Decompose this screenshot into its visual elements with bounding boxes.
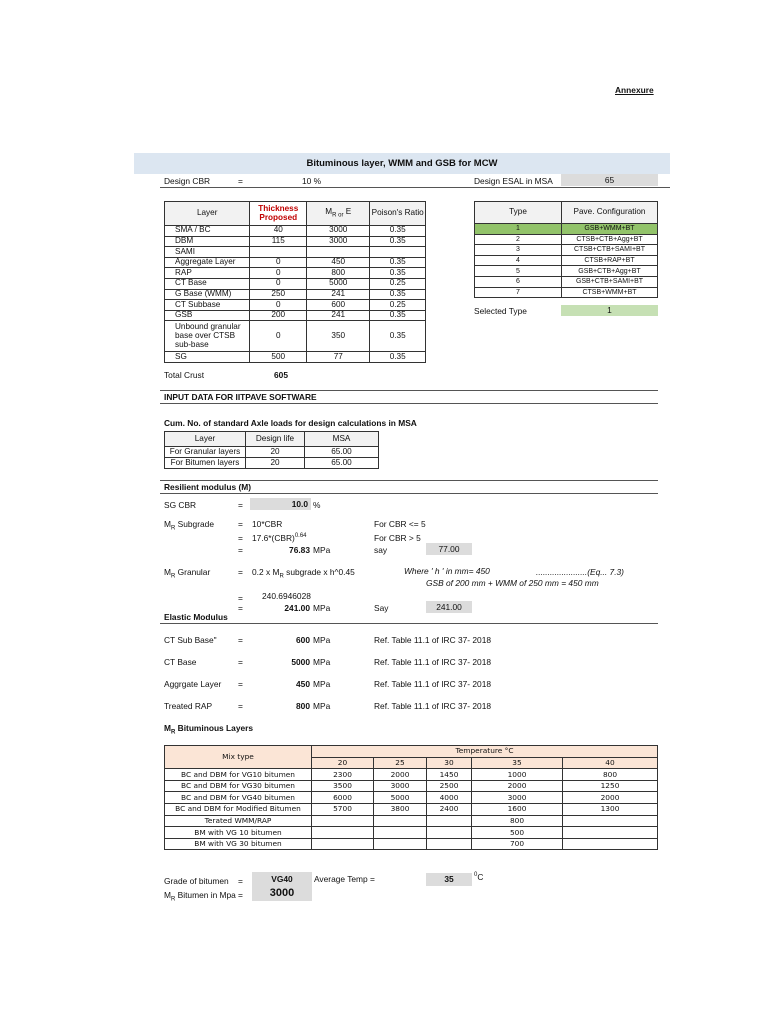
- say-value: 77.00: [426, 543, 472, 555]
- elastic-unit: MPa: [313, 679, 331, 689]
- grade-label: Grade of bitumen: [164, 876, 229, 886]
- elastic-eq: =: [238, 657, 243, 667]
- formula-cbr-high: 17.6*(CBR)$^{0.64}$: [252, 533, 307, 543]
- eq-reference: ......................(Eq... 7.3): [536, 567, 624, 577]
- table-row: 7 CTSB+WMM+BT: [475, 287, 658, 298]
- layer-header: Layer: [165, 202, 250, 226]
- table-row: CT Base 0 5000 0.25: [165, 278, 426, 289]
- table-row: BC and DBM for VG40 bitumen 6000 5000 4000 3000 2000: [165, 792, 658, 804]
- cum-heading: Cum. No. of standard Axle loads for design calculations in MSA: [164, 418, 417, 428]
- table-row: Unbound granular base over CTSB sub-base 0 350 0.35: [165, 321, 426, 352]
- total-crust-value: 605: [274, 370, 288, 380]
- iitpave-heading: INPUT DATA FOR IITPAVE SOFTWARE: [164, 392, 317, 402]
- say-label: say: [374, 545, 388, 555]
- avg-temp-value: 35: [426, 873, 472, 886]
- poisson-header: Poison's Ratio: [370, 202, 426, 226]
- elastic-label: Aggrgate Layer: [164, 679, 222, 689]
- elastic-value: 600: [296, 635, 310, 645]
- formula-cbr-high-cond: For CBR > 5: [374, 533, 421, 543]
- mr-header: $M_{R or}$ E: [307, 202, 370, 226]
- gran-eq: =: [238, 567, 243, 577]
- elastic-value: 450: [296, 679, 310, 689]
- avg-temp-label: Average Temp =: [314, 874, 375, 884]
- table-row: For Granular layers 20 65.00: [165, 447, 379, 458]
- f2-eq: =: [238, 533, 243, 543]
- table-row: BC and DBM for VG30 bitumen 3500 3000 2500 2000 1250: [165, 780, 658, 792]
- mr-subgrade-label: $M_R$ Subgrade: [164, 519, 214, 532]
- table-row: SG 500 77 0.35: [165, 352, 426, 363]
- mix-table: Mix type Temperature °C 20 25 30 35 40 BC and DBM for VG10 bitumen 2300 2000 1450 1000 800 BC and DBM for VG30 bitumen 3500 3000 2500 2000 1250 BC and DBM for VG40 bitumen 6000 5000 4000 3000 2000 BC and DBM for Modified Bitumen 5700 3800 2400 1600 1300 Terated WMM/RAP 800 BM with VG 10 bitumen 500 BM with VG 30 bitumen 700: [164, 745, 658, 850]
- table-row: 3 CTSB+CTB+SAMI+BT: [475, 245, 658, 256]
- f1-eq: =: [238, 519, 243, 529]
- table-row: Aggregate Layer 0 450 0.35: [165, 257, 426, 268]
- table-row: 1 GSB+WMM+BT: [475, 224, 658, 235]
- say2-value: 241.00: [426, 601, 472, 613]
- elastic-unit: MPa: [313, 701, 331, 711]
- page-title: Bituminous layer, WMM and GSB for MCW: [306, 158, 498, 169]
- iitpave-rule-top: [160, 390, 658, 391]
- elastic-label: CT Base: [164, 657, 197, 667]
- table-row: 4 CTSB+RAP+BT: [475, 255, 658, 266]
- annexure-label: Annexure: [615, 85, 654, 95]
- elastic-unit: MPa: [313, 657, 331, 667]
- mr-bitumen-eq: =: [238, 890, 243, 900]
- table-row: BC and DBM for Modified Bitumen 5700 3800 2400 1600 1300: [165, 803, 658, 815]
- table-row: BC and DBM for VG10 bitumen 2300 2000 1450 1000 800: [165, 769, 658, 781]
- elastic-value: 5000: [291, 657, 310, 667]
- gsb-note: GSB of 200 mm + WMM of 250 mm = 450 mm: [426, 578, 599, 588]
- granular-value: 241.00: [284, 603, 310, 613]
- table-row: SMA / BC 40 3000 0.35: [165, 226, 426, 237]
- granraw-eq: =: [238, 593, 243, 603]
- design-cbr-label: Design CBR: [164, 176, 211, 186]
- table-row: GSB 200 241 0.35: [165, 310, 426, 321]
- mr-subgrade-unit: MPa: [313, 545, 331, 555]
- table-row: DBM 115 3000 0.35: [165, 236, 426, 247]
- table-row: 6 GSB+CTB+SAMI+BT: [475, 276, 658, 287]
- elastic-label: CT Sub Base": [164, 635, 217, 645]
- table-row: For Bitumen layers 20 65.00: [165, 458, 379, 469]
- thickness-header: Thickness Proposed: [250, 202, 307, 226]
- where-h: Where ' h ' in mm= 450: [404, 566, 490, 576]
- resilient-heading: Resilient modulus (M): [164, 482, 252, 492]
- layer-table: [164, 201, 426, 363]
- selected-type-value: 1: [561, 305, 658, 316]
- table-row: RAP 0 800 0.35: [165, 268, 426, 279]
- msa-table: Layer Design life MSA For Granular layers 20 65.00 For Bitumen layers 20 65.00: [164, 431, 379, 469]
- config-header: Pave. Configuration: [562, 202, 658, 224]
- elastic-ref: Ref. Table 11.1 of IRC 37- 2018: [374, 657, 492, 667]
- mr-subgrade-value: 76.83: [289, 545, 310, 555]
- table-row: CT Subbase 0 600 0.25: [165, 300, 426, 311]
- table-row: SAMI: [165, 247, 426, 258]
- type-table: [474, 201, 658, 298]
- design-cbr-eq: =: [238, 176, 243, 186]
- table-row: 2 CTSB+CTB+Agg+BT: [475, 234, 658, 245]
- mr-bitumen-label: $M_R$ Bitumen in Mpa: [164, 890, 236, 903]
- sg-cbr-label: SG CBR: [164, 500, 197, 510]
- granular-unit: MPa: [313, 603, 331, 613]
- avg-temp-unit: $^0$C: [474, 872, 484, 882]
- formula-granular: 0.2 x $M_R$ subgrade x h^0.45: [252, 567, 355, 580]
- sg-cbr-value: 10.0: [250, 498, 311, 510]
- mr-bitumen-value: 3000: [252, 886, 312, 901]
- elastic-value: 800: [296, 701, 310, 711]
- type-header: Type: [475, 202, 562, 224]
- table-row: G Base (WMM) 250 241 0.35: [165, 289, 426, 300]
- selected-type-label: Selected Type: [474, 306, 527, 316]
- elastic-ref: Ref. Table 11.1 of IRC 37- 2018: [374, 635, 492, 645]
- fval-eq: =: [238, 545, 243, 555]
- elastic-eq: =: [238, 701, 243, 711]
- iitpave-rule-bottom: [160, 403, 658, 404]
- elastic-eq: =: [238, 679, 243, 689]
- resilient-rule-bottom: [160, 493, 658, 494]
- elastic-eq: =: [238, 635, 243, 645]
- table-row: 5 GSB+CTB+Agg+BT: [475, 266, 658, 277]
- granular-raw: 240.6946028: [262, 591, 311, 601]
- sg-cbr-eq: =: [238, 500, 243, 510]
- table-row: Terated WMM/RAP 800: [165, 815, 658, 827]
- elastic-rule: [160, 623, 658, 624]
- design-esal-value: 65: [561, 174, 658, 186]
- total-crust-label: Total Crust: [164, 370, 205, 380]
- design-row-rule: [160, 187, 670, 188]
- elastic-label: Treated RAP: [164, 701, 213, 711]
- elastic-unit: MPa: [313, 635, 331, 645]
- bituminous-heading: $M_R$ Bituminous Layers: [164, 723, 254, 736]
- table-row: BM with VG 30 bitumen 700: [165, 838, 658, 850]
- granval-eq: =: [238, 603, 243, 613]
- elastic-ref: Ref. Table 11.1 of IRC 37- 2018: [374, 701, 492, 711]
- design-cbr-value: 10 %: [302, 176, 322, 186]
- table-row: BM with VG 10 bitumen 500: [165, 827, 658, 839]
- elastic-ref: Ref. Table 11.1 of IRC 37- 2018: [374, 679, 492, 689]
- grade-eq: =: [238, 876, 243, 886]
- formula-cbr-low-cond: For CBR <= 5: [374, 519, 426, 529]
- mr-granular-label: $M_R$ Granular: [164, 567, 211, 580]
- formula-cbr-low: 10*CBR: [252, 519, 283, 529]
- design-esal-label: Design ESAL in MSA: [474, 176, 553, 186]
- elastic-heading: Elastic Modulus: [164, 612, 228, 622]
- grade-value: VG40: [252, 872, 312, 886]
- resilient-rule-top: [160, 480, 658, 481]
- sg-cbr-unit: %: [313, 500, 321, 510]
- say2-label: Say: [374, 603, 389, 613]
